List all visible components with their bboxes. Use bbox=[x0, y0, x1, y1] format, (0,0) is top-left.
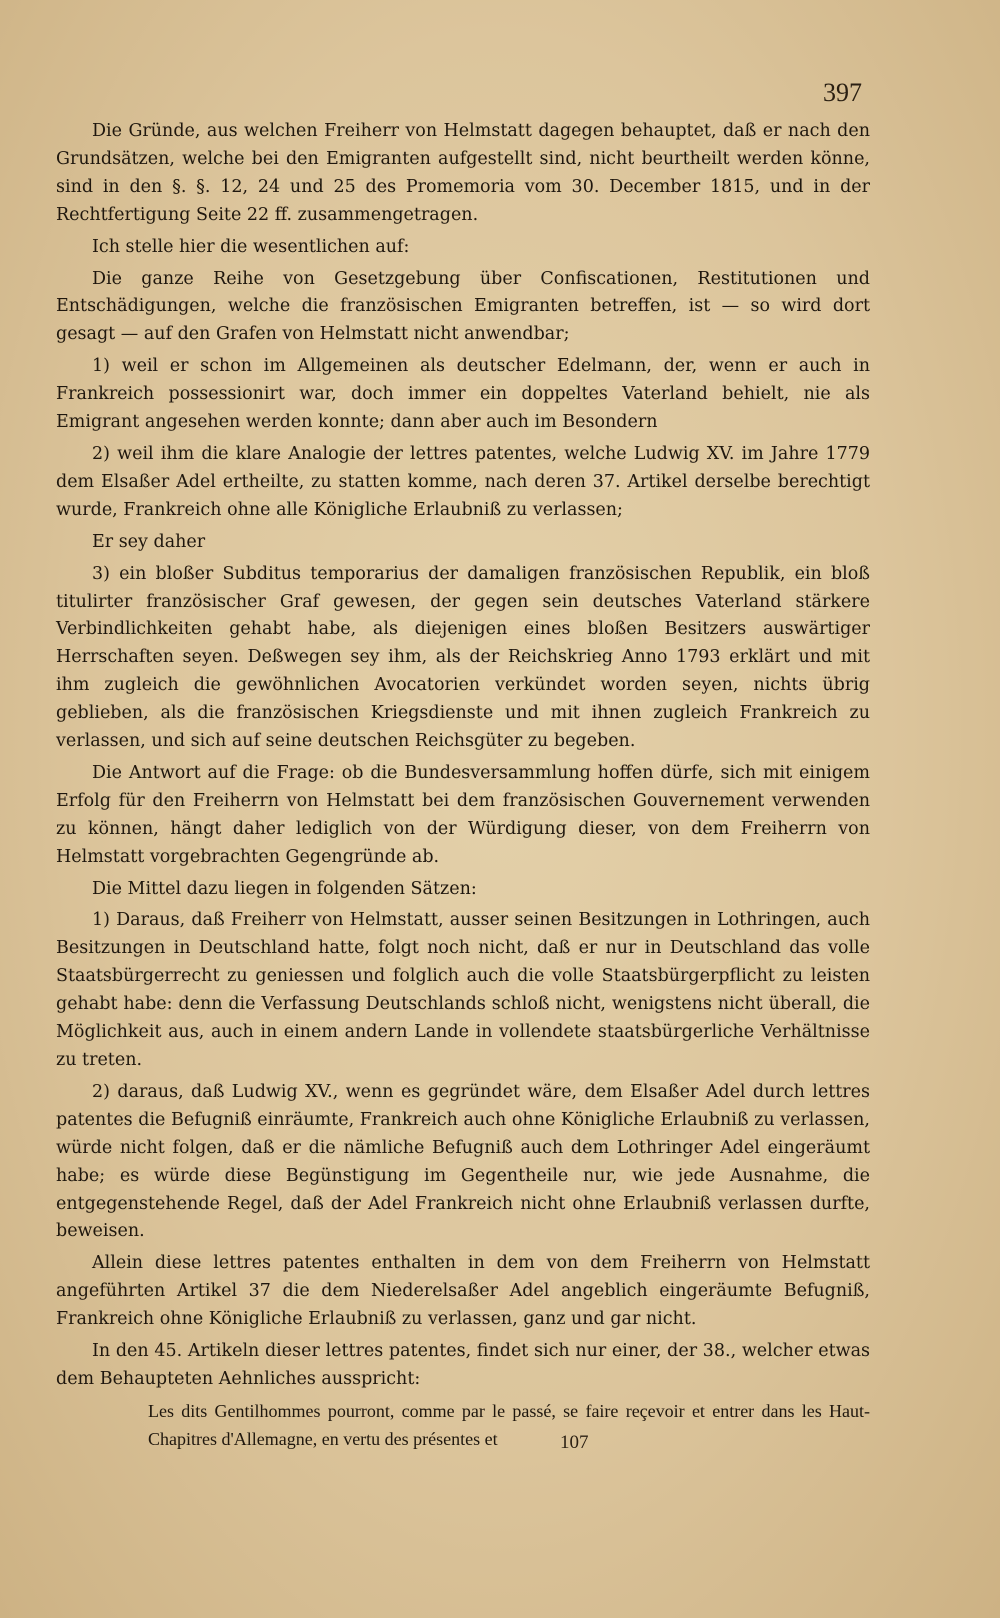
paragraph: Die Antwort auf die Frage: ob die Bundesversammlung hoffen dürfe, sich mit einigem Erfolg für den Freiherrn von Helmstatt bei dem französischen Gouvernement verwenden zu können, hängt daher lediglich von der Würdigung dieser, von dem Freiherrn von Helmstatt vorgebrachten Gegengründe ab. bbox=[56, 762, 870, 867]
numbered-point: 2) daraus, daß Ludwig XV., wenn es gegründet wäre, dem Elsaßer Adel durch lettres patentes die Befugniß einräumte, Frankreich auch ohne Königliche Erlaubniß zu verlassen, würde nicht folgen, daß er die nämliche Befugniß auch dem Lothringer Adel eingeräumt habe; es würde diese Begünstigung im Gegentheile nur, wie jede Ausnahme, die entgegenstehende Regel, daß der Adel Frankreich nicht ohne Erlaubniß verlassen durfte, beweisen. bbox=[56, 1081, 870, 1242]
printer-signature: 107 bbox=[560, 1432, 589, 1453]
numbered-point: 2) weil ihm die klare Analogie der lettres patentes, welche Ludwig XV. im Jahre 1779 dem Elsaßer Adel ertheilte, zu statten komme, nach deren 37. Artikel derselbe berechtigt wurde, Frankreich ohne alle Königliche Erlaubniß zu verlassen; bbox=[56, 443, 870, 520]
numbered-point: 1) weil er schon im Allgemeinen als deutscher Edelmann, der, wenn er auch in Frankreich possessionirt war, doch immer ein doppeltes Vaterland behielt, nie als Emigrant angesehen werden konnte; dann aber auch im Besondern bbox=[56, 356, 870, 433]
body-text bbox=[56, 118, 870, 1458]
paragraph: Die Gründe, aus welchen Freiherr von Helmstatt dagegen behauptet, daß er nach den Grundsätzen, welche bei den Emigranten aufgestellt sind, nicht beurtheilt werden könne, sind in den §. §. 12, 24 und 25 des Promemoria vom 30. December 1815, und in der Rechtfertigung Seite 22 ff. zusammengetragen. bbox=[56, 121, 870, 225]
paragraph: Die ganze Reihe von Gesetzgebung über Confiscationen, Restitutionen und Entschädigungen, welche die französischen Emigranten betreffen, ist — so wird dort gesagt — auf den Grafen von Helmstatt nicht anwendbar; bbox=[56, 268, 870, 345]
paragraph: Die Mittel dazu liegen in folgenden Sätzen: bbox=[92, 878, 477, 899]
paragraph: Er sey daher bbox=[92, 531, 206, 552]
numbered-point: 1) Daraus, daß Freiherr von Helmstatt, ausser seinen Besitzungen in Lothringen, auch Besitzungen in Deutschland hatte, folgt noch nicht, daß er nur in Deutschland das volle Staatsbürgerrecht zu geniessen und folglich auch die volle Staatsbürgerpflicht zu leisten gehabt habe: denn die Verfassung Deutschlands schloß nicht, wenigstens nicht überall, die Möglichkeit aus, auch in einem andern Lande in vollendete staatsbürgerliche Verhältnisse zu treten. bbox=[56, 910, 870, 1070]
paragraph: Allein diese lettres patentes enthalten in dem von dem Freiherrn von Helmstatt angeführten Artikel 37 die dem Niederelsaßer Adel angeblich eingeräumte Befugniß, Frankreich ohne Königliche Erlaubniß zu verlassen, ganz und gar nicht. bbox=[56, 1253, 870, 1330]
paragraph: Ich stelle hier die wesentlichen auf: bbox=[92, 236, 410, 257]
numbered-point: 3) ein bloßer Subditus temporarius der damaligen französischen Republik, ein bloß titulirter französischer Graf gewesen, der gegen sein deutsches Vaterland stärkere Verbindlichkeiten gehabt habe, als diejenigen eines bloßen Besitzers auswärtiger Herrschaften seyen. Deßwegen sey ihm, als der Reichskrieg Anno 1793 erklärt und mit ihm zugleich die gewöhnlichen Avocatorien verkündet worden seyen, nichts übrig geblieben, als die französischen Kriegsdienste und mit ihnen zugleich Frankreich zu verlassen, und sich auf seine deutschen Reichsgüter zu begeben. bbox=[56, 563, 870, 752]
page-number: 397 bbox=[823, 78, 862, 107]
paragraph: In den 45. Artikeln dieser lettres patentes, findet sich nur einer, der 38., welcher etwas dem Behaupteten Aehnliches ausspricht: bbox=[56, 1341, 870, 1389]
french-quote: Les dits Gentilhommes pourront, comme par le passé, se faire reçevoir et entrer dans les Haut-Chapitres d'Allemagne, en vertu des présentes et bbox=[148, 1400, 870, 1449]
